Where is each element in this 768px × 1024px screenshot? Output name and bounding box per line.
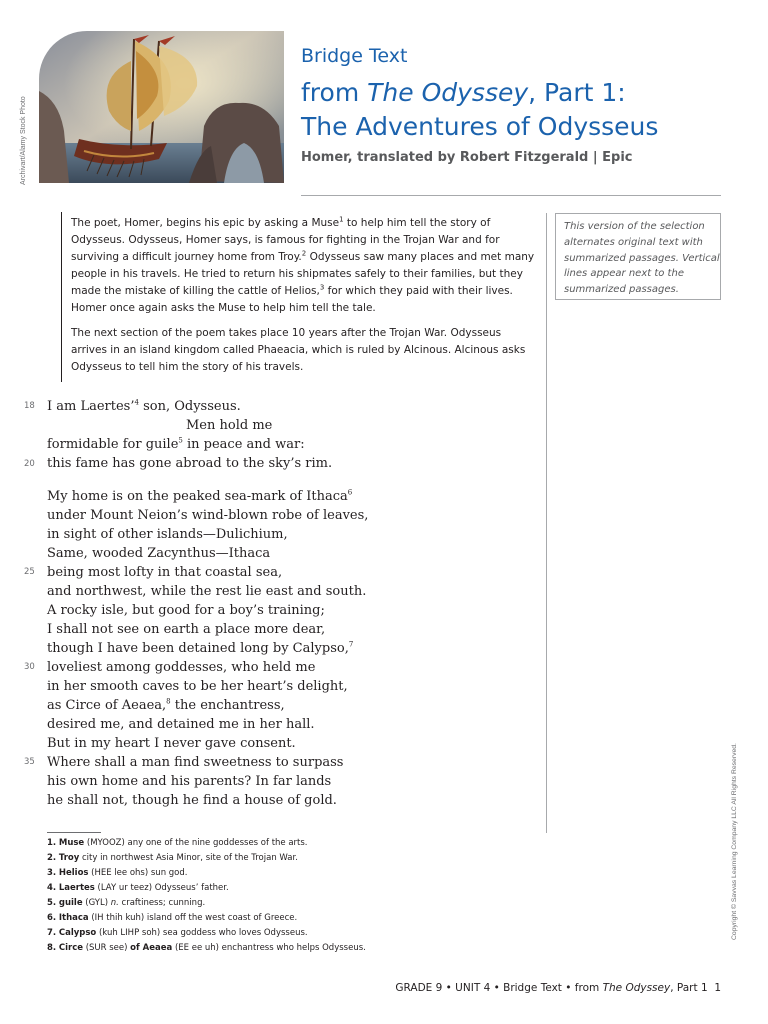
footnote: 1. Muse (MYOOZ) any one of the nine goddesses of the arts.	[47, 838, 308, 848]
title-subtitle: The Adventures of Odysseus	[301, 112, 659, 141]
page-title	[301, 76, 658, 144]
line-number: 25	[24, 567, 35, 577]
summary-paragraph-1: The poet, Homer, begins his epic by asking a Muse$^1$ to help him tell the story of Odysseus. Odysseus, Homer says, is famous for fighting in the Trojan War and for surviving a difficult journey home from Troy.$^2$ Odysseus saw many places and met many people in his travels. He tried to return his shipmates safely to their families, but they made the mistake of killing the cattle of Helios,$^3$ for which they paid with their lives. Homer once again asks the Muse to help him tell the tale.	[71, 215, 535, 314]
poem-line: under Mount Neion’s wind-blown robe of leaves,	[47, 508, 369, 523]
line-number: 30	[24, 662, 35, 672]
poem-line: in sight of other islands—Dulichium,	[47, 527, 288, 542]
poem-line: being most lofty in that coastal sea,	[47, 565, 283, 580]
poem-line: as Circe of Aeaea,$^8$ the enchantress,	[47, 697, 285, 713]
poem-line: formidable for guile$^5$ in peace and war:	[47, 436, 305, 452]
sidebar-note-text: This version of the selection alternates original text with summarized passages. Vertical lines appear next to the summarized passages.	[564, 221, 720, 296]
poem-line: Men hold me	[186, 418, 273, 433]
poem-line: I am Laertes’$^4$ son, Odysseus.	[47, 398, 241, 414]
byline: Homer, translated by Robert Fitzgerald | Epic	[301, 150, 633, 165]
title-work: The Odyssey	[367, 78, 529, 107]
footnote: 3. Helios (HEE lee ohs) sun god.	[47, 868, 188, 878]
line-number: 20	[24, 459, 35, 469]
summary-marker-line	[61, 212, 62, 382]
poem-line: Where shall a man find sweetness to surpass	[47, 755, 344, 770]
poem-line: though I have been detained long by Calypso,$^7$	[47, 640, 354, 656]
poem-line: A rocky isle, but good for a boy’s training;	[47, 603, 325, 618]
poem-line: in her smooth caves to be her heart’s delight,	[47, 679, 348, 694]
summary-paragraph-2: The next section of the poem takes place 10 years after the Trojan War. Odysseus arrives in an island kingdom called Phaeacia, which is ruled by Alcinous. Alcinous asks Odysseus to tell him the story of his travels.	[71, 327, 526, 373]
page-footer: GRADE 9 • UNIT 4 • Bridge Text • from The Odyssey, Part 1 1	[395, 982, 721, 994]
poem-line: My home is on the peaked sea-mark of Ithaca$^6$	[47, 488, 353, 504]
summary-passage	[71, 215, 539, 384]
poem-line: and northwest, while the rest lie east and south.	[47, 584, 367, 599]
margin-column-rule	[546, 213, 547, 833]
poem-line: Same, wooded Zacynthus—Ithaca	[47, 546, 271, 561]
page-number: 1	[714, 982, 721, 994]
poem-line: he shall not, though he find a house of gold.	[47, 793, 337, 808]
poem-line: his own home and his parents? In far lands	[47, 774, 332, 789]
footnote: 6. Ithaca (IH thih kuh) island off the west coast of Greece.	[47, 913, 298, 923]
footnote: 7. Calypso (kuh LIHP soh) sea goddess who loves Odysseus.	[47, 928, 308, 938]
poem-line: But in my heart I never gave consent.	[47, 736, 296, 751]
poem-line: this fame has gone abroad to the sky’s rim.	[47, 456, 333, 471]
poem-line: desired me, and detained me in her hall.	[47, 717, 315, 732]
title-from: from	[301, 78, 368, 107]
poem-line: loveliest among goddesses, who held me	[47, 660, 316, 675]
section-kicker: Bridge Text	[301, 45, 408, 67]
title-part: , Part 1:	[528, 78, 626, 107]
footnote-rule	[47, 832, 101, 833]
footnote: 2. Troy city in northwest Asia Minor, site of the Trojan War.	[47, 853, 298, 863]
sidebar-note	[555, 213, 721, 300]
photo-credit: Archivart/Alamy Stock Photo	[20, 96, 27, 185]
footnote: 4. Laertes (LAY ur teez) Odysseus’ father.	[47, 883, 229, 893]
header-divider	[301, 195, 721, 196]
footnote: 5. guile (GYL) n. craftiness; cunning.	[47, 898, 206, 908]
line-number: 35	[24, 757, 35, 767]
footnote: 8. Circe (SUR see) of Aeaea (EE ee uh) enchantress who helps Odysseus.	[47, 943, 366, 953]
copyright-notice: Copyright © Savvas Learning Company LLC All Rights Reserved.	[731, 743, 738, 940]
odysseus-ship-painting	[39, 31, 284, 183]
line-number: 18	[24, 401, 35, 411]
poem-line: I shall not see on earth a place more dear,	[47, 622, 326, 637]
